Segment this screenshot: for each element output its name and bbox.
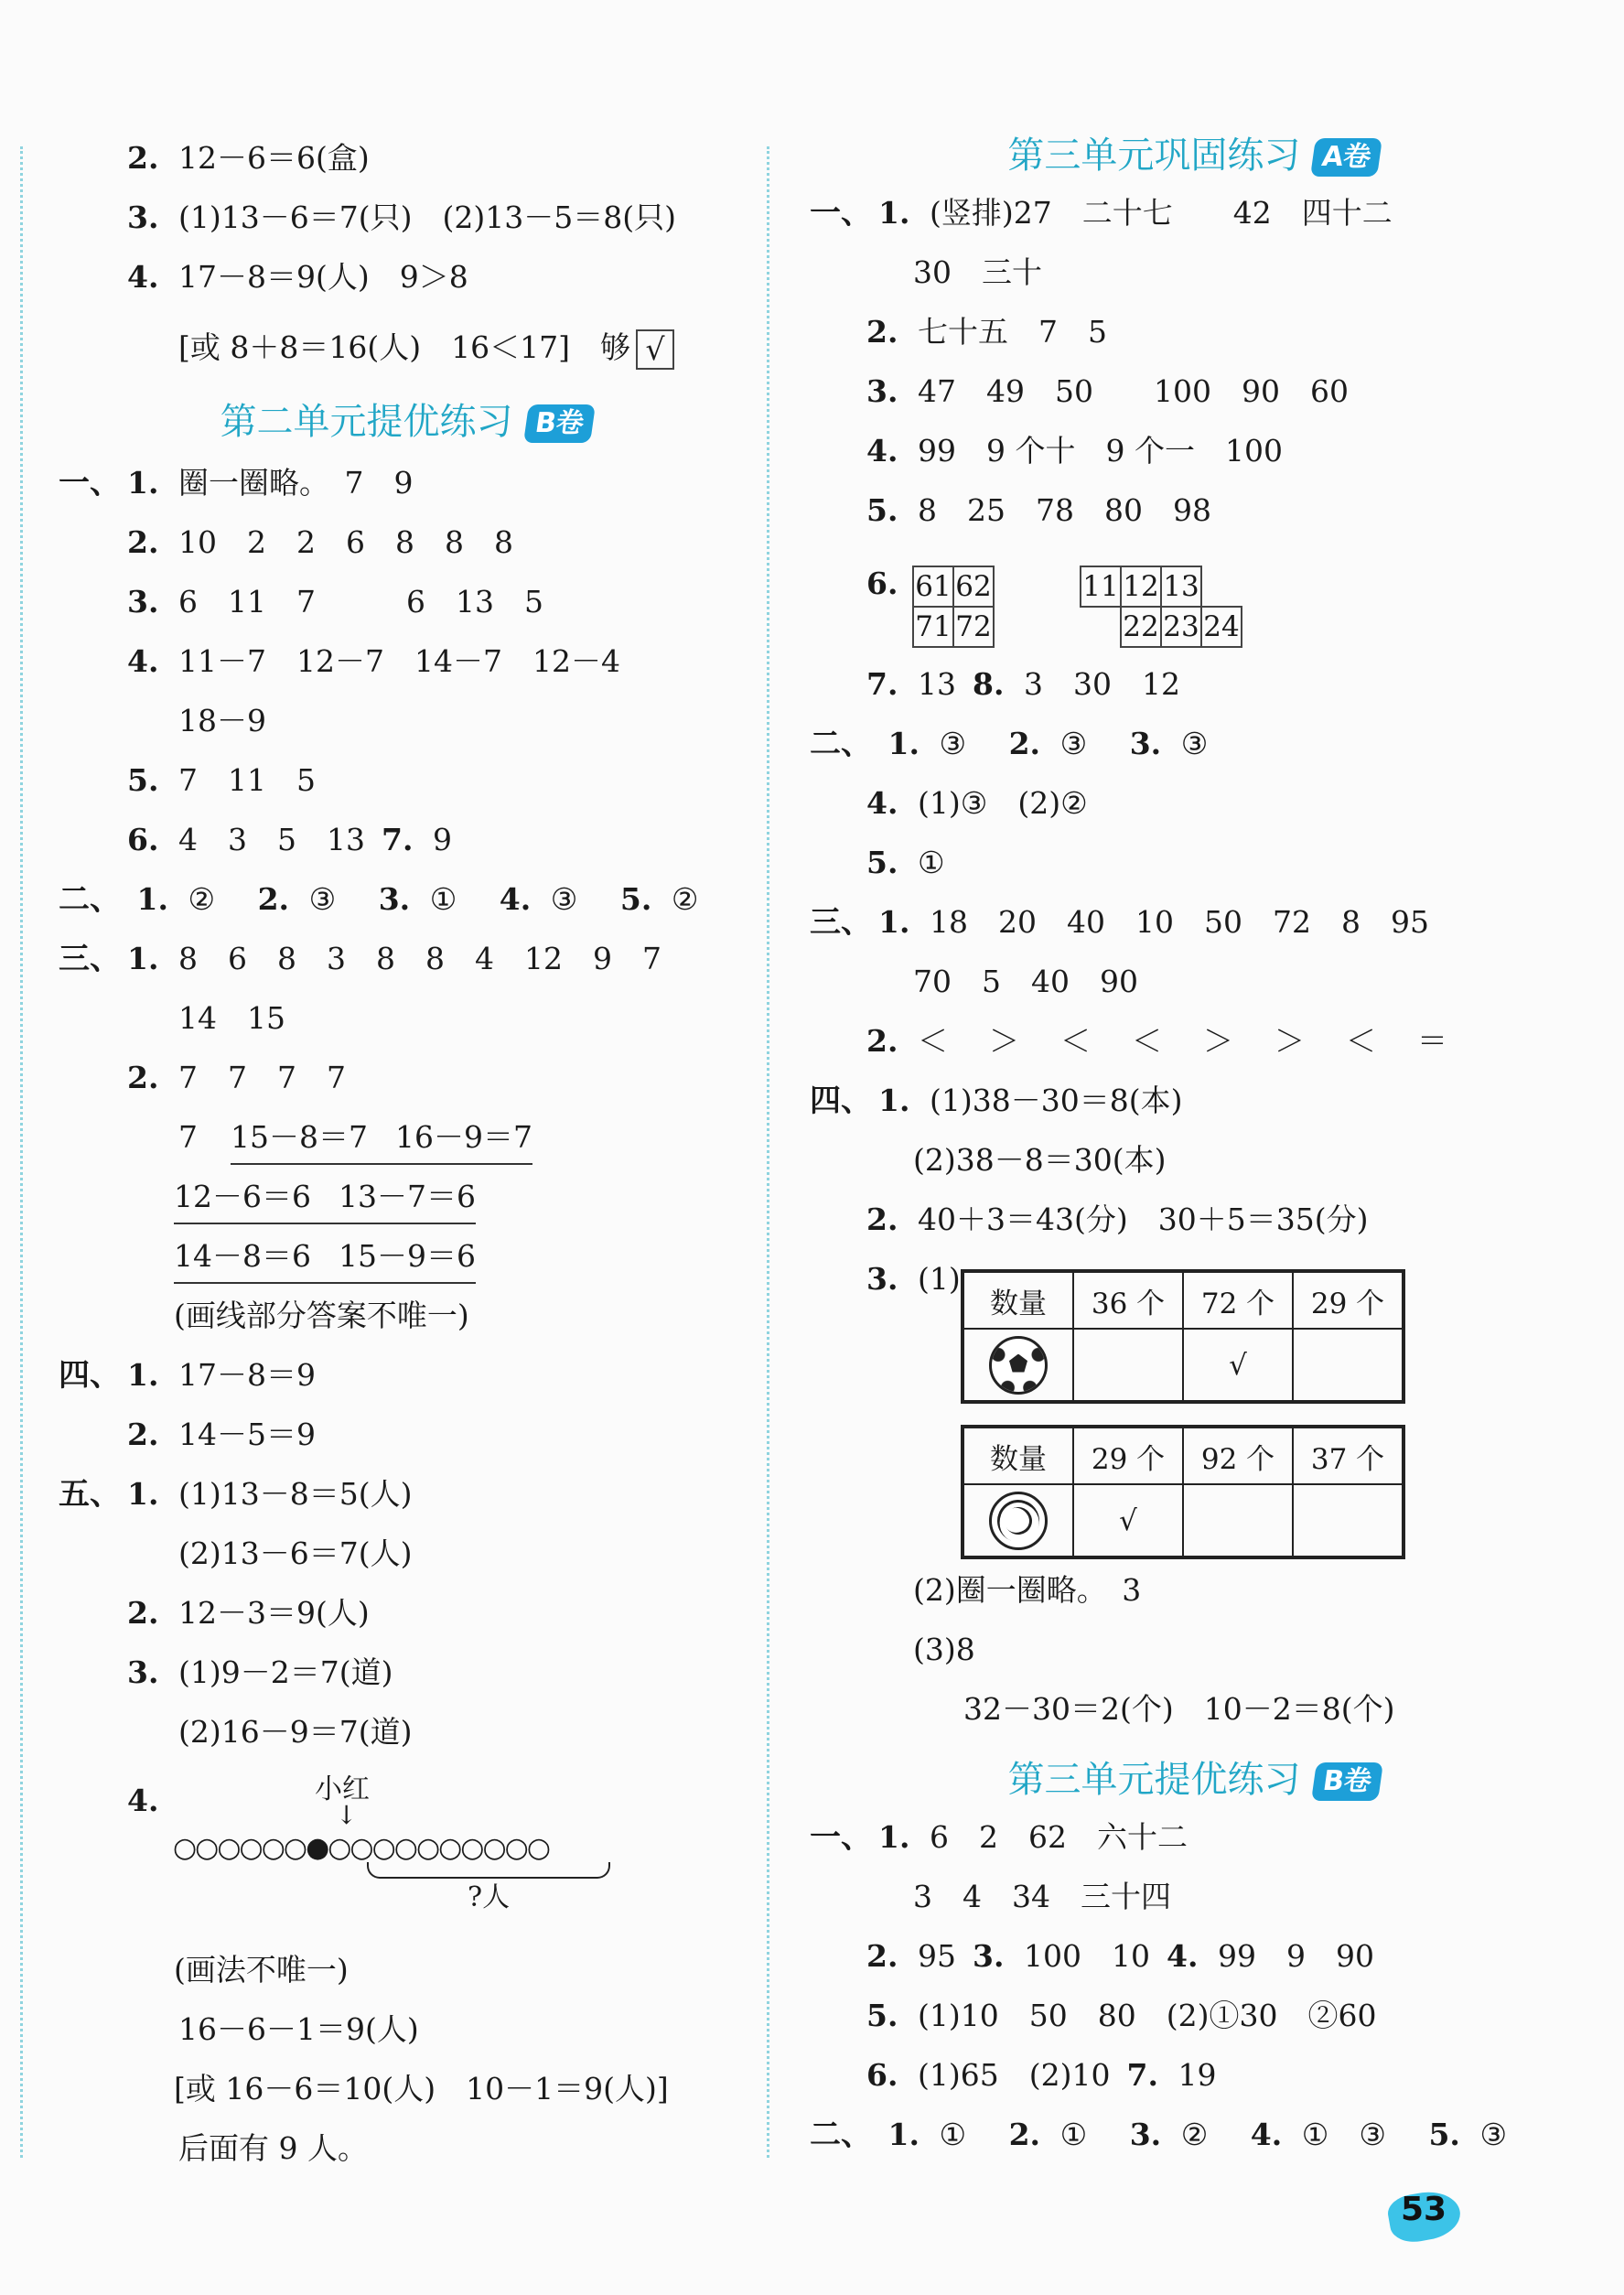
answer-line: 70 5 40 90: [913, 964, 1138, 999]
answer-line: 3. (1): [866, 1261, 961, 1297]
answer-line: (3)8: [913, 1632, 975, 1667]
table-header: 数量: [963, 1427, 1073, 1484]
grid-cell: 23: [1161, 607, 1201, 647]
answer-line: 14－8＝6 15－9＝6: [59, 1231, 754, 1282]
answer-line: 四、 1. (1)38－30＝8(本): [810, 1083, 1183, 1119]
answer-line: 5. 7 11 5: [127, 762, 316, 798]
answer-line: 五、 1. (1)13－8＝5(人): [59, 1476, 413, 1513]
answer-line: 2. 7 7 7 7: [127, 1060, 346, 1095]
answer-line: [或 8＋8＝16(人) 16＜17] 够 √: [59, 322, 754, 373]
arrow-down-icon: ↓: [336, 1800, 358, 1830]
xiaohong-label: 小红: [315, 1773, 370, 1805]
table-cell: 36 个: [1073, 1271, 1183, 1329]
section-heading: 第二单元提优练习 B卷: [59, 390, 754, 454]
grid-cell: 61: [913, 566, 953, 607]
answer-line: 6. 4 3 5 13 7. 9: [127, 822, 452, 857]
answer-line: 后面有 9 人。: [178, 2130, 368, 2166]
column-divider: [767, 146, 769, 2158]
answer-line: 18－9: [178, 703, 266, 738]
table-cell: [1293, 1329, 1404, 1402]
answer-line: 4. 11－7 12－7 14－7 12－4: [127, 643, 620, 679]
answer-line: 一、 1. 6 2 62 六十二: [810, 1819, 1188, 1856]
table-cell: 37 个: [1293, 1427, 1404, 1484]
answer-line: 3. (1)9－2＝7(道): [127, 1654, 393, 1690]
answer-line: 4. 99 9 个十 9 个一 100: [866, 433, 1283, 469]
answer-line: (画线部分答案不唯一): [174, 1298, 469, 1333]
answer-line: 2. 12－3＝9(人): [127, 1595, 370, 1631]
answer-line: (2)38－8＝30(本): [913, 1142, 1167, 1178]
answer-line: (2)13－6＝7(人): [178, 1535, 413, 1571]
table-header: 数量: [963, 1271, 1073, 1329]
table-cell: 29 个: [1293, 1271, 1404, 1329]
answer-line: 2. 12－6＝6(盒): [127, 140, 370, 176]
answer-line: 2. 七十五 7 5: [866, 314, 1107, 350]
answer-line: 2. 95 3. 100 10 4. 99 9 90: [866, 1938, 1374, 1974]
circle-row: ○○○○○○●○○○○○○○○○○: [173, 1832, 550, 1864]
grid-cell: 24: [1201, 607, 1242, 647]
answer-line: 5. (1)10 50 80 (2)①30 ②60: [866, 1998, 1377, 2033]
answer-line: 3. 6 11 7 6 13 5: [127, 584, 543, 620]
answer-line: 2. 14－5＝9: [127, 1417, 316, 1452]
table-cell: 92 个: [1183, 1427, 1293, 1484]
answer-line: 4. 17－8＝9(人) 9＞8: [127, 259, 468, 295]
difficulty-badge: B卷: [1311, 1762, 1383, 1801]
table-cell: √: [1183, 1329, 1293, 1402]
table-cell: √: [1073, 1484, 1183, 1557]
answer-line: 12－6＝6 13－7＝6: [59, 1171, 754, 1223]
grid-cell: 22: [1121, 607, 1161, 647]
volleyball-icon: [989, 1492, 1048, 1550]
difficulty-badge: B卷: [523, 404, 596, 443]
answer-line: 30 三十: [913, 254, 1042, 290]
grid-cell: 72: [953, 607, 994, 647]
answer-line: 3 4 34 三十四: [913, 1879, 1171, 1914]
soccer-ball-icon: [989, 1336, 1048, 1395]
answer-line: 5. 8 25 78 80 98: [866, 492, 1211, 528]
answer-line: (画法不唯一): [174, 1952, 349, 1988]
answer-line: 四、 1. 17－8＝9: [59, 1357, 316, 1394]
brace-label: ?人: [468, 1881, 511, 1913]
grid-cell: 12: [1121, 566, 1161, 607]
answer-line: 3. 47 49 50 100 90 60: [866, 373, 1349, 409]
table-cell: [1073, 1329, 1183, 1402]
answer-line: 2. 40＋3＝43(分) 30＋5＝35(分): [866, 1201, 1369, 1237]
answer-line: 3. (1)13－6＝7(只) (2)13－5＝8(只): [127, 199, 676, 235]
grid-cell: 71: [913, 607, 953, 647]
answer-line: 三、 1. 18 20 40 10 50 72 8 95: [810, 904, 1429, 941]
answer-line: 7 15－8＝7 16－9＝7: [59, 1112, 754, 1163]
answer-line: 一、 1. (竖排)27 二十七 42 四十二: [810, 195, 1393, 232]
quantity-table-volleyball: [961, 1425, 1405, 1559]
section-heading: 第三单元提优练习 B卷: [810, 1748, 1578, 1812]
queue-diagram: [173, 1766, 685, 1912]
answer-line: 二、 1. ③ 2. ③ 3. ③: [810, 726, 1209, 762]
answer-line: 一、 1. 圈一圈略。 7 9: [59, 465, 414, 501]
table-cell: 72 个: [1183, 1271, 1293, 1329]
answer-line: 6.: [866, 566, 898, 601]
answer-line: 三、 1. 8 6 8 3 8 8 4 12 9 7: [59, 941, 661, 977]
answer-line: 二、 1. ① 2. ① 3. ② 4. ① ③ 5. ③: [810, 2117, 1508, 2153]
table-cell: [1183, 1484, 1293, 1557]
page-number: 53: [1363, 2187, 1473, 2247]
number-grid-b: [1080, 566, 1242, 648]
answer-line: 14 15: [178, 1000, 285, 1036]
answer-line: 7. 13 8. 3 30 12: [866, 666, 1180, 702]
table-cell: 29 个: [1073, 1427, 1183, 1484]
grid-cell: 13: [1161, 566, 1201, 607]
answer-line: 4. (1)③ (2)②: [866, 785, 1088, 821]
grid-cell: 62: [953, 566, 994, 607]
answer-line: 2. 10 2 2 6 8 8 8: [127, 524, 513, 560]
answer-line: (2)16－9＝7(道): [178, 1714, 413, 1750]
difficulty-badge: A卷: [1310, 138, 1382, 177]
answer-line: 32－30＝2(个) 10－2＝8(个): [963, 1691, 1395, 1727]
left-margin-dotted-line: [20, 146, 23, 2158]
answer-line: [或 16－6＝10(人) 10－1＝9(人)]: [174, 2071, 669, 2106]
answer-line: 2. ＜ ＞ ＜ ＜ ＞ ＞ ＜ ＝: [866, 1023, 1453, 1059]
table-cell: [1293, 1484, 1404, 1557]
answer-line: 16－6－1＝9(人): [178, 2011, 419, 2047]
answer-line: 5. ①: [866, 845, 945, 880]
answer-line: 4.: [127, 1783, 159, 1818]
answer-line: (2)圈一圈略。 3: [913, 1572, 1142, 1608]
answer-line: 6. (1)65 (2)10 7. 19: [866, 2057, 1217, 2093]
grid-cell: 11: [1081, 566, 1121, 607]
quantity-table-soccer: [961, 1269, 1405, 1404]
check-box: √: [636, 329, 674, 370]
number-grid-a: [912, 566, 995, 648]
section-heading: 第三单元巩固练习 A卷: [810, 124, 1578, 188]
answer-line: 二、 1. ② 2. ③ 3. ① 4. ③ 5. ②: [59, 881, 699, 918]
